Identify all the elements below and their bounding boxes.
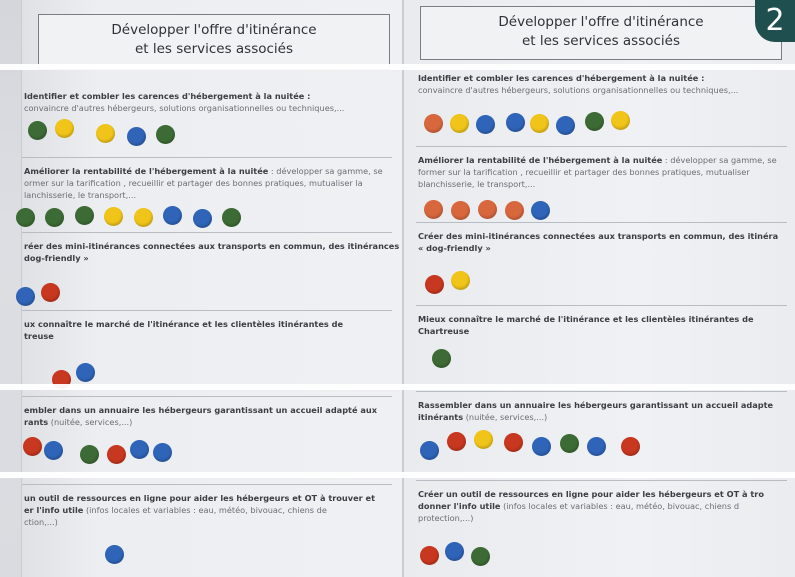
section-text-line xyxy=(418,325,795,337)
section-text-line xyxy=(418,500,795,512)
blue-sticker-dot xyxy=(532,437,551,456)
green-sticker-dot xyxy=(432,349,451,368)
section-divider xyxy=(22,157,392,158)
section-text-line xyxy=(24,404,400,416)
section-text-line xyxy=(418,154,795,166)
section-text-line xyxy=(418,166,795,178)
red-sticker-dot xyxy=(107,445,126,464)
section-heading: dog-friendly » xyxy=(24,253,89,263)
orange-sticker-dot xyxy=(505,201,524,220)
section-heading: donner l'info utile xyxy=(418,501,501,511)
section-text-line xyxy=(24,165,400,177)
red-sticker-dot xyxy=(41,283,60,302)
green-sticker-dot xyxy=(28,121,47,140)
section-text-line xyxy=(24,189,400,201)
blue-sticker-dot xyxy=(163,206,182,225)
section-divider xyxy=(416,305,787,306)
section-text-line xyxy=(418,72,795,84)
section-divider xyxy=(416,222,787,223)
section-detail: (infos locales et variables : eau, météo, bivouac, chiens de xyxy=(83,505,327,515)
green-sticker-dot xyxy=(471,547,490,566)
left-section-5 xyxy=(24,404,400,428)
section-text-line xyxy=(24,516,400,528)
section-heading: Améliorer la rentabilité de l'hébergement à la nuitée xyxy=(24,166,269,176)
section-divider xyxy=(416,391,787,392)
section-text-line xyxy=(24,102,400,114)
red-sticker-dot xyxy=(621,437,640,456)
section-heading: embler dans un annuaire les hébergeurs garantissant un accueil adapté aux xyxy=(24,405,378,415)
green-sticker-dot xyxy=(45,208,64,227)
section-detail: ction,...) xyxy=(24,517,58,527)
blue-sticker-dot xyxy=(531,201,550,220)
section-divider xyxy=(22,310,392,311)
yellow-sticker-dot xyxy=(611,111,630,130)
section-text-line xyxy=(418,411,795,423)
section-text-line xyxy=(24,416,400,428)
right-section-3 xyxy=(418,230,795,254)
section-divider xyxy=(22,396,392,397)
section-detail: (nuitée, services,...) xyxy=(48,417,133,427)
red-sticker-dot xyxy=(23,437,42,456)
section-text-line xyxy=(418,488,795,500)
poster-left-title xyxy=(38,14,390,70)
red-sticker-dot xyxy=(504,433,523,452)
orange-sticker-dot xyxy=(424,114,443,133)
section-text-line xyxy=(24,90,400,102)
section-heading: rants xyxy=(24,417,49,427)
section-heading: Améliorer la rentabilité de l'hébergement à la nuitée xyxy=(418,155,663,165)
section-text-line xyxy=(418,399,795,411)
orange-sticker-dot xyxy=(451,201,470,220)
section-detail: (infos locales et variables : eau, météo, bivouac, chiens d xyxy=(500,501,740,511)
yellow-sticker-dot xyxy=(134,208,153,227)
green-sticker-dot xyxy=(585,112,604,131)
section-divider xyxy=(22,232,392,233)
left-section-3 xyxy=(24,240,400,264)
section-heading: treuse xyxy=(24,331,54,341)
green-sticker-dot xyxy=(80,445,99,464)
left-section-4 xyxy=(24,318,400,342)
yellow-sticker-dot xyxy=(474,430,493,449)
poster-right-title-line1: Développer l'offre d'itinérance xyxy=(498,14,704,30)
blue-sticker-dot xyxy=(130,440,149,459)
poster-right-title-line2: et les services associés xyxy=(521,33,681,49)
section-detail: : développer sa gamme, se xyxy=(268,166,383,176)
blue-sticker-dot xyxy=(127,127,146,146)
light-band xyxy=(0,64,795,70)
green-sticker-dot xyxy=(222,208,241,227)
section-text-line xyxy=(418,84,795,96)
right-section-5 xyxy=(418,399,795,423)
blue-sticker-dot xyxy=(506,113,525,132)
section-divider xyxy=(22,484,392,485)
blue-sticker-dot xyxy=(105,545,124,564)
orange-sticker-dot xyxy=(478,200,497,219)
blue-sticker-dot xyxy=(420,441,439,460)
blue-sticker-dot xyxy=(16,287,35,306)
section-divider xyxy=(416,146,787,147)
orange-sticker-dot xyxy=(424,200,443,219)
yellow-sticker-dot xyxy=(55,119,74,138)
yellow-sticker-dot xyxy=(530,114,549,133)
blue-sticker-dot xyxy=(153,443,172,462)
right-section-1 xyxy=(418,72,795,96)
section-heading: Créer un outil de ressources en ligne pour aider les hébergeurs et OT à tro xyxy=(418,489,764,499)
section-heading: Rassembler dans un annuaire les hébergeurs garantissant un accueil adapte xyxy=(418,400,774,410)
section-text-line xyxy=(418,230,795,242)
poster-left xyxy=(22,0,402,577)
section-heading: itinérants xyxy=(418,412,464,422)
section-detail: ormer sur la tarification , recueillir et partager des bonnes pratiques, mutualiser la xyxy=(24,178,363,188)
blue-sticker-dot xyxy=(556,116,575,135)
yellow-sticker-dot xyxy=(450,114,469,133)
section-detail: convaincre d'autres hébergeurs, solutions organisationnelles ou techniques,... xyxy=(24,103,345,113)
section-text-line xyxy=(418,242,795,254)
section-text-line xyxy=(418,178,795,190)
section-text-line xyxy=(418,512,795,524)
green-sticker-dot xyxy=(16,208,35,227)
section-detail: blanchisserie, le transport,... xyxy=(418,179,536,189)
section-heading: Créer des mini-itinérances connectées aux transports en commun, des itinéra xyxy=(418,231,779,241)
section-text-line xyxy=(24,177,400,189)
poster-left-title-line1: Développer l'offre d'itinérance xyxy=(111,22,317,38)
section-text-line xyxy=(418,313,795,325)
green-sticker-dot xyxy=(156,125,175,144)
section-divider xyxy=(416,480,787,481)
section-detail: : développer sa gamme, se xyxy=(662,155,777,165)
red-sticker-dot xyxy=(425,275,444,294)
section-text-line xyxy=(24,318,400,330)
section-detail: lanchisserie, le transport,... xyxy=(24,190,137,200)
section-heading: er l'info utile xyxy=(24,505,84,515)
section-text-line xyxy=(24,252,400,264)
section-text-line xyxy=(24,492,400,504)
light-band xyxy=(0,384,795,390)
blue-sticker-dot xyxy=(44,441,63,460)
section-heading: Identifier et combler les carences d'hébergement à la nuitée : xyxy=(418,73,705,83)
left-section-6 xyxy=(24,492,400,528)
yellow-sticker-dot xyxy=(104,207,123,226)
section-heading: un outil de ressources en ligne pour aider les hébergeurs et OT à trouver et xyxy=(24,493,375,503)
section-heading: ux connaître le marché de l'itinérance et les clientèles itinérantes de xyxy=(24,319,344,329)
poster-right-title xyxy=(420,6,782,60)
yellow-sticker-dot xyxy=(96,124,115,143)
section-heading: Identifier et combler les carences d'hébergement à la nuitée : xyxy=(24,91,311,101)
section-heading: réer des mini-itinérances connectées aux transports en commun, des itinérances xyxy=(24,241,400,251)
section-text-line xyxy=(24,240,400,252)
section-detail: convaincre d'autres hébergeurs, solutions organisationnelles ou techniques,... xyxy=(418,85,739,95)
red-sticker-dot xyxy=(420,546,439,565)
blue-sticker-dot xyxy=(445,542,464,561)
slide-number-badge: 2 xyxy=(755,0,795,42)
light-band xyxy=(0,472,795,478)
section-detail: former sur la tarification , recueillir et partager des bonnes pratiques, mutualiser xyxy=(418,167,750,177)
poster-left-title-line2: et les services associés xyxy=(134,41,294,57)
section-detail: protection,...) xyxy=(418,513,474,523)
section-heading: « dog-friendly » xyxy=(418,243,491,253)
left-section-1 xyxy=(24,90,400,114)
blue-sticker-dot xyxy=(76,363,95,382)
green-sticker-dot xyxy=(560,434,579,453)
section-text-line xyxy=(24,504,400,516)
section-text-line xyxy=(24,330,400,342)
left-section-2 xyxy=(24,165,400,201)
section-heading: Chartreuse xyxy=(418,326,470,336)
right-section-6 xyxy=(418,488,795,524)
blue-sticker-dot xyxy=(476,115,495,134)
right-section-4 xyxy=(418,313,795,337)
right-section-2 xyxy=(418,154,795,190)
section-heading: Mieux connaître le marché de l'itinérance et les clientèles itinérantes de xyxy=(418,314,754,324)
section-detail: (nuitée, services,...) xyxy=(463,412,548,422)
yellow-sticker-dot xyxy=(451,271,470,290)
red-sticker-dot xyxy=(447,432,466,451)
green-sticker-dot xyxy=(75,206,94,225)
blue-sticker-dot xyxy=(193,209,212,228)
blue-sticker-dot xyxy=(587,437,606,456)
